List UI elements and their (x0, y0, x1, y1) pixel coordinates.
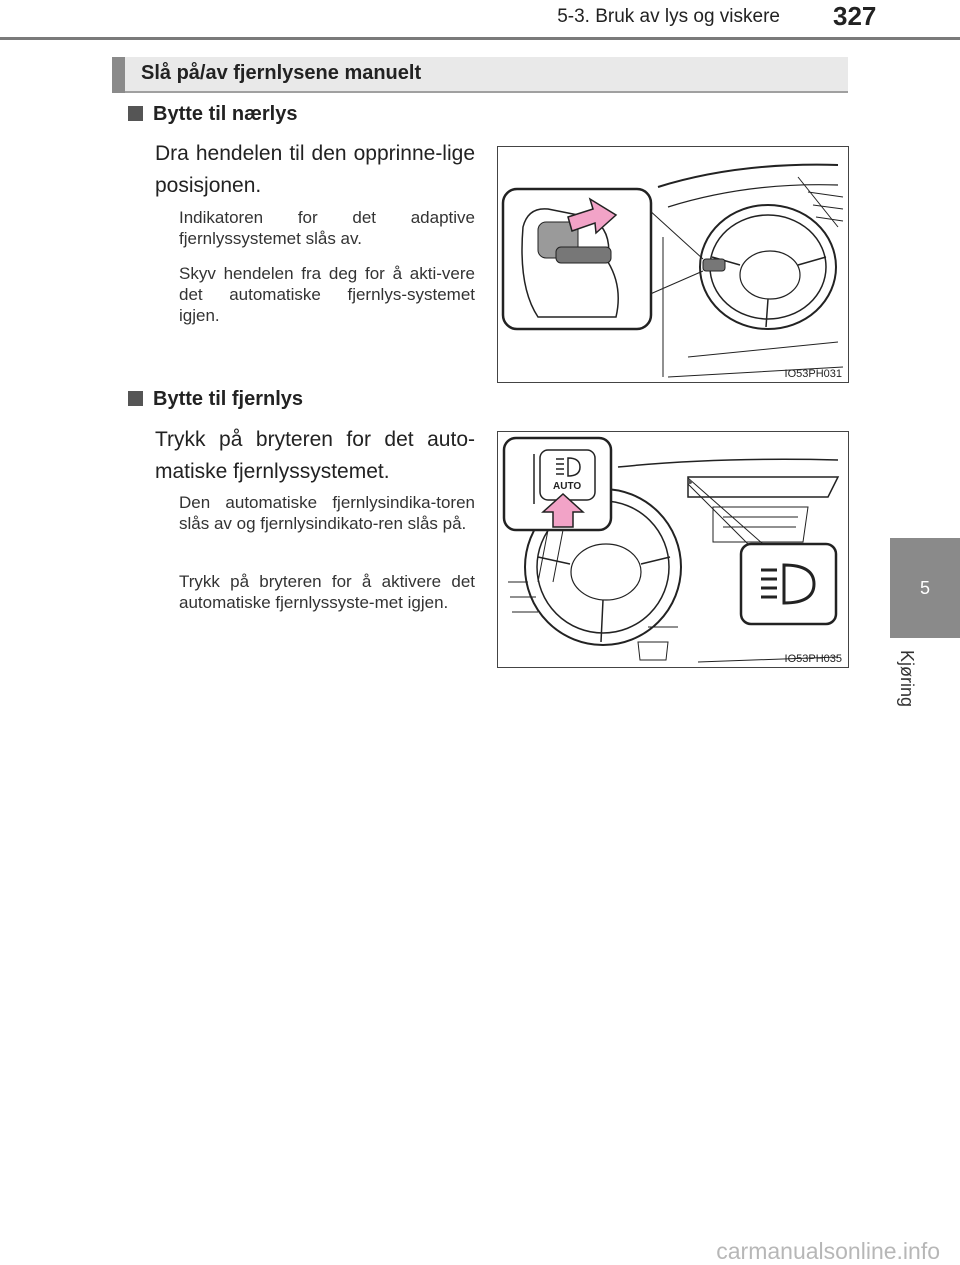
body-low-beam: Dra hendelen til den opprinne-lige posisjonen. (155, 142, 475, 197)
chapter-tab (890, 538, 960, 638)
lever-illustration (498, 147, 848, 382)
note-high-beam-2: Trykk på bryteren for å aktivere det automatiske fjernlyssyste-met igjen. (179, 572, 475, 612)
auto-switch-label: AUTO (553, 481, 582, 492)
chapter-side-label (895, 650, 917, 720)
square-bullet-icon (128, 391, 143, 406)
page-number: 327 (833, 1, 877, 31)
figure-code: IO53PH031 (784, 368, 842, 380)
square-bullet-icon (128, 106, 143, 121)
chapter-side-label-text: Kjøring (897, 650, 917, 708)
figure-auto-switch (497, 431, 849, 668)
header-rule (0, 37, 960, 40)
watermark: carmanualsonline.info (716, 1238, 940, 1264)
figure-lever-pull (497, 146, 849, 383)
figure-code: IO53PH035 (784, 653, 842, 665)
section-bar (112, 57, 125, 93)
subheading-high-beam (128, 388, 303, 411)
subheading-low-beam-text: Bytte til nærlys (153, 103, 298, 125)
section-title: Slå på/av fjernlysene manuelt (141, 62, 422, 84)
chapter-title: 5-3. Bruk av lys og viskere (557, 6, 780, 27)
subheading-high-beam-text: Bytte til fjernlys (153, 388, 304, 410)
chapter-tab-number: 5 (919, 578, 930, 598)
note-low-beam-2: Skyv hendelen fra deg for å akti-vere det automatiske fjernlys-systemet igjen. (179, 264, 475, 325)
subheading-low-beam (128, 103, 297, 126)
note-high-beam-1: Den automatiske fjernlysindika-toren slås av og fjernlysindikato-ren slås på. (179, 493, 475, 533)
body-high-beam: Trykk på bryteren for det auto-matiske fjernlyssystemet. (155, 428, 475, 483)
switch-illustration (498, 432, 848, 667)
section-header (112, 57, 848, 93)
note-low-beam-1: Indikatoren for det adaptive fjernlyssystemet slås av. (179, 208, 475, 248)
